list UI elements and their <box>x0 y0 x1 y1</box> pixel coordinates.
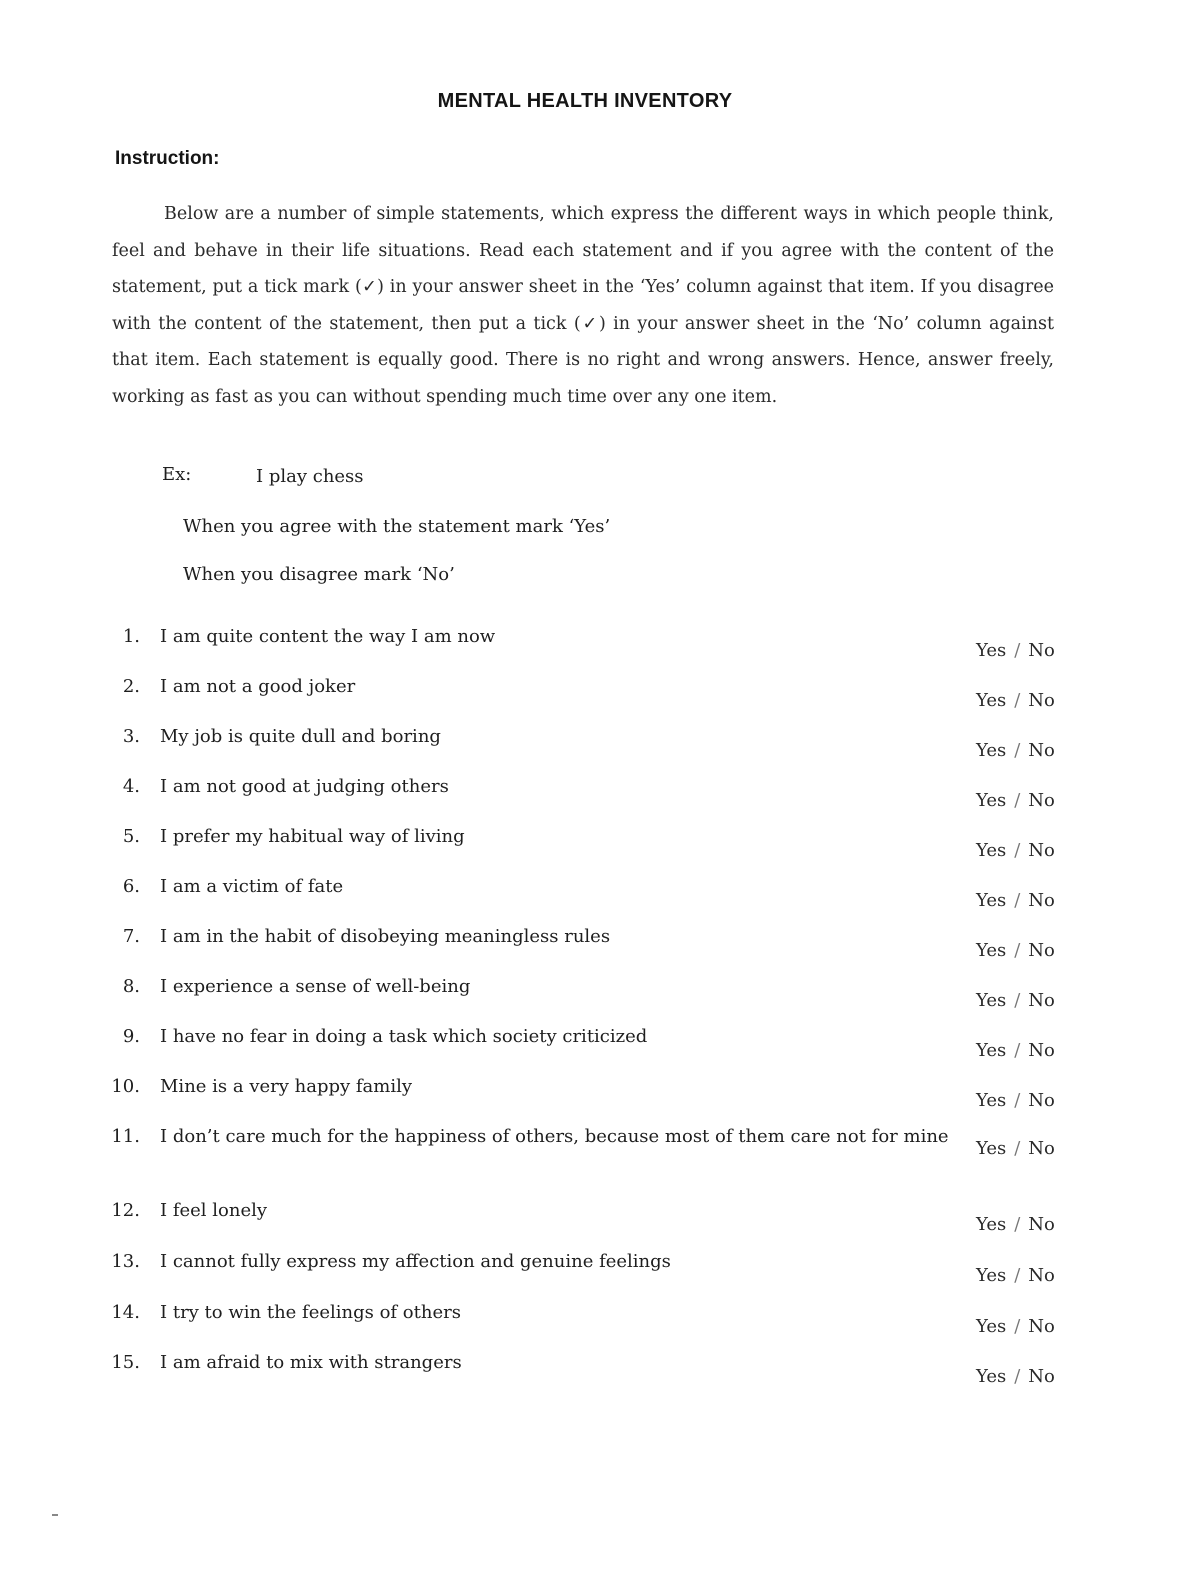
example-agree-line: When you agree with the statement mark ‘Yes’ <box>183 516 611 537</box>
item-number: 2. <box>122 676 140 697</box>
item-statement: I prefer my habitual way of living <box>160 826 465 847</box>
list-item <box>0 626 1200 666</box>
item-statement: My job is quite dull and boring <box>160 726 441 747</box>
list-item <box>0 1200 1200 1240</box>
item-number: 3. <box>122 726 140 747</box>
no-option[interactable]: No <box>1028 1040 1055 1061</box>
yes-option[interactable]: Yes <box>976 1040 1007 1061</box>
list-item <box>0 976 1200 1016</box>
item-number: 14. <box>111 1302 140 1323</box>
no-option[interactable]: No <box>1028 640 1055 661</box>
item-statement: I am quite content the way I am now <box>160 626 496 647</box>
item-number: 7. <box>122 926 140 947</box>
no-option[interactable]: No <box>1028 1090 1055 1111</box>
option-separator: / <box>1014 790 1021 811</box>
option-separator: / <box>1014 840 1021 861</box>
list-item <box>0 1026 1200 1066</box>
yes-no-options <box>976 1366 1055 1387</box>
no-option[interactable]: No <box>1028 1214 1055 1235</box>
no-option[interactable]: No <box>1028 840 1055 861</box>
list-item <box>0 776 1200 816</box>
item-number: 11. <box>111 1126 140 1147</box>
yes-no-options <box>976 890 1055 911</box>
item-statement: I experience a sense of well-being <box>160 976 471 997</box>
no-option[interactable]: No <box>1028 790 1055 811</box>
example-disagree-line: When you disagree mark ‘No’ <box>183 564 455 585</box>
option-separator: / <box>1014 690 1021 711</box>
item-statement: I feel lonely <box>160 1200 268 1221</box>
instruction-heading: Instruction: <box>115 148 220 169</box>
option-separator: / <box>1014 1138 1021 1159</box>
option-separator: / <box>1014 1214 1021 1235</box>
item-statement: I am afraid to mix with strangers <box>160 1352 462 1373</box>
list-item <box>0 926 1200 966</box>
item-statement: I have no fear in doing a task which society criticized <box>160 1026 648 1047</box>
example-label: Ex: <box>162 464 192 485</box>
option-separator: / <box>1014 890 1021 911</box>
list-item <box>0 1126 1200 1182</box>
item-statement: Mine is a very happy family <box>160 1076 413 1097</box>
no-option[interactable]: No <box>1028 1265 1055 1286</box>
yes-no-options <box>976 1040 1055 1061</box>
yes-no-options <box>976 1265 1055 1286</box>
no-option[interactable]: No <box>1028 1138 1055 1159</box>
no-option[interactable]: No <box>1028 940 1055 961</box>
item-statement: I am not good at judging others <box>160 776 449 797</box>
no-option[interactable]: No <box>1028 1316 1055 1337</box>
yes-option[interactable]: Yes <box>976 990 1007 1011</box>
list-item <box>0 1302 1200 1342</box>
option-separator: / <box>1014 990 1021 1011</box>
yes-option[interactable]: Yes <box>976 1316 1007 1337</box>
yes-option[interactable]: Yes <box>976 1090 1007 1111</box>
yes-no-options <box>976 690 1055 711</box>
yes-no-options <box>976 1214 1055 1235</box>
yes-no-options <box>976 740 1055 761</box>
item-statement: I am a victim of fate <box>160 876 344 897</box>
option-separator: / <box>1014 740 1021 761</box>
item-number: 15. <box>111 1352 140 1373</box>
list-item <box>0 1076 1200 1116</box>
yes-no-options <box>976 640 1055 661</box>
no-option[interactable]: No <box>1028 890 1055 911</box>
item-number: 4. <box>122 776 140 797</box>
item-number: 6. <box>122 876 140 897</box>
item-statement: I don’t care much for the happiness of others, because most of them care not for mine <box>160 1126 949 1147</box>
yes-option[interactable]: Yes <box>976 740 1007 761</box>
option-separator: / <box>1014 1090 1021 1111</box>
item-statement: I am not a good joker <box>160 676 356 697</box>
list-item <box>0 726 1200 766</box>
scan-speck <box>52 1514 58 1516</box>
item-number: 9. <box>122 1026 140 1047</box>
yes-option[interactable]: Yes <box>976 790 1007 811</box>
item-number: 10. <box>111 1076 140 1097</box>
item-number: 5. <box>122 826 140 847</box>
no-option[interactable]: No <box>1028 1366 1055 1387</box>
page-title: MENTAL HEALTH INVENTORY <box>437 90 733 112</box>
example-statement: I play chess <box>256 466 364 487</box>
yes-option[interactable]: Yes <box>976 640 1007 661</box>
option-separator: / <box>1014 1265 1021 1286</box>
item-number: 13. <box>111 1251 140 1272</box>
item-number: 12. <box>111 1200 140 1221</box>
item-number: 1. <box>122 626 140 647</box>
list-item <box>0 826 1200 866</box>
no-option[interactable]: No <box>1028 740 1055 761</box>
option-separator: / <box>1014 1366 1021 1387</box>
yes-no-options <box>976 1090 1055 1111</box>
no-option[interactable]: No <box>1028 990 1055 1011</box>
list-item <box>0 1251 1200 1291</box>
list-item <box>0 876 1200 916</box>
item-number: 8. <box>122 976 140 997</box>
yes-no-options <box>976 790 1055 811</box>
item-statement: I cannot fully express my affection and genuine feelings <box>160 1251 671 1272</box>
yes-no-options <box>976 1316 1055 1337</box>
item-statement: I try to win the feelings of others <box>160 1302 461 1323</box>
yes-option[interactable]: Yes <box>976 1265 1007 1286</box>
item-statement: I am in the habit of disobeying meaningless rules <box>160 926 611 947</box>
list-item <box>0 676 1200 716</box>
yes-no-options <box>976 1138 1055 1159</box>
yes-no-options <box>976 840 1055 861</box>
list-item <box>0 1352 1200 1392</box>
yes-option[interactable]: Yes <box>976 1138 1007 1159</box>
no-option[interactable]: No <box>1028 690 1055 711</box>
option-separator: / <box>1014 1040 1021 1061</box>
option-separator: / <box>1014 640 1021 661</box>
option-separator: / <box>1014 1316 1021 1337</box>
yes-option[interactable]: Yes <box>976 840 1007 861</box>
instruction-paragraph: Below are a number of simple statements, which express the different ways in which people think, feel and behave in their life situations. Read each statement and if you agree with the content of the statement, put a tick mark (✓) in your answer sheet in the ‘Yes’ column against that item. If you disagree with the content of the statement, then put a tick (✓) in your answer sheet in the ‘No’ column against that item. Each statement is equally good. There is no right and wrong answers. Hence, answer freely, working as fast as you can without spending much time over any one item. <box>112 204 1054 407</box>
yes-option[interactable]: Yes <box>976 1214 1007 1235</box>
yes-option[interactable]: Yes <box>976 890 1007 911</box>
yes-option[interactable]: Yes <box>976 1366 1007 1387</box>
yes-no-options <box>976 990 1055 1011</box>
yes-no-options <box>976 940 1055 961</box>
yes-option[interactable]: Yes <box>976 940 1007 961</box>
option-separator: / <box>1014 940 1021 961</box>
yes-option[interactable]: Yes <box>976 690 1007 711</box>
